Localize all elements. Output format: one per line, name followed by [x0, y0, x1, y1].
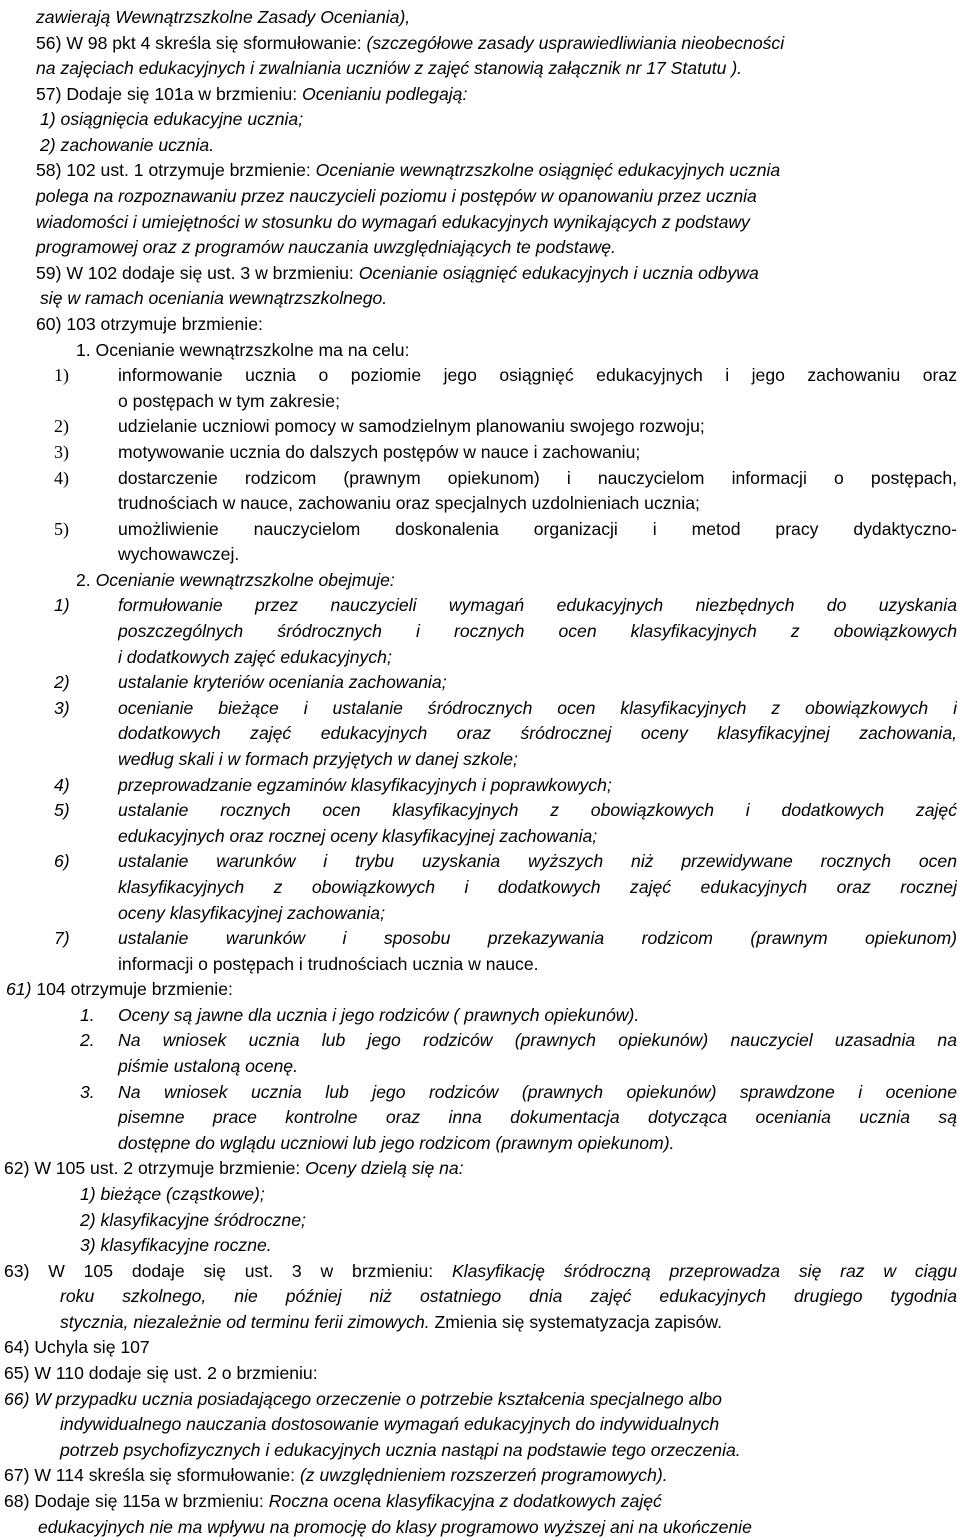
text-line: [118, 1079, 957, 1105]
text-line: [118, 925, 957, 951]
text-line: [6, 976, 233, 1002]
line-text: informacji o postępach i trudnościach ucznia w nauce.: [118, 954, 539, 974]
line-text: ustalanie kryteriów oceniania zachowania;: [118, 672, 447, 692]
text-line: [4, 1462, 668, 1488]
text-line: [118, 669, 447, 695]
line-text: edukacyjnych nie ma wpływu na promocję do klasy programowo wyższej ani na ukończenie: [38, 1517, 752, 1537]
text-line: [60, 1437, 741, 1463]
line-text: motywowanie ucznia do dalszych postępów w nauce i zachowaniu;: [118, 442, 641, 462]
line-text: 59) W 102 dodaje się ust. 3 w brzmieniu:: [36, 263, 359, 283]
text-line: [118, 413, 705, 439]
text-line: [118, 362, 957, 388]
text-line: [118, 465, 957, 491]
line-text: polega na rozpoznawaniu przez nauczycieli poziomu i postępów w opanowaniu przez ucznia: [36, 186, 757, 206]
line-text: pisemne prace kontrolne oraz inna dokumentacja dotycząca oceniania ucznia są: [118, 1107, 957, 1127]
text-line: [36, 311, 263, 337]
line-text: edukacyjnych oraz rocznej oceny klasyfikacyjnej zachowania;: [118, 826, 598, 846]
text-line: [4, 1488, 662, 1514]
line-text: informowanie ucznia o poziomie jego osiągnięć edukacyjnych i jego zachowaniu oraz: [118, 365, 957, 385]
line-text-continued: Ocenianiu podlegają:: [302, 84, 468, 104]
line-text-continued: Ocenianie wewnątrzszkolne osiągnięć edukacyjnych ucznia: [315, 160, 781, 180]
line-text: według skali i w formach przyjętych w danej szkole;: [118, 749, 518, 769]
list-number: 3): [54, 698, 70, 718]
line-text: stycznia, niezależnie od terminu ferii zimowych.: [60, 1312, 430, 1332]
text-line: [118, 1053, 298, 1079]
text-line: [118, 516, 957, 542]
text-line: [38, 1514, 752, 1540]
text-line: [118, 439, 640, 465]
text-line: [118, 951, 539, 977]
text-line: [76, 567, 395, 593]
text-line: [118, 388, 340, 414]
line-text-continued: Ocenianie osiągnięć edukacyjnych i ucznia odbywa: [358, 263, 759, 283]
list-number: 1.: [80, 1005, 95, 1025]
line-text: o postępach w tym zakresie;: [118, 391, 340, 411]
line-text-continued: Roczna ocena klasyfikacyjna z dodatkowych zajęć: [268, 1491, 662, 1511]
line-text: piśmie ustaloną ocenę.: [118, 1056, 298, 1076]
list-number: 6): [54, 851, 70, 871]
text-line: [36, 4, 410, 30]
line-text: ustalanie warunków i trybu uzyskania wyższych niż przewidywane rocznych ocen: [118, 851, 957, 871]
text-line: [4, 1258, 957, 1284]
line-text-continued: 104 otrzymuje brzmienie:: [31, 979, 233, 999]
list-number: 7): [54, 928, 70, 948]
line-text: trudnościach w nauce, zachowaniu oraz specjalnych uzdolnieniach ucznia;: [118, 493, 700, 513]
line-text: dodatkowych zajęć edukacyjnych oraz śródrocznej oceny klasyfikacyjnej zachowania,: [118, 723, 957, 743]
line-text: 65) W 110 dodaje się ust. 2 o brzmieniu:: [4, 1363, 318, 1383]
text-line: [36, 234, 616, 260]
text-line: [60, 1309, 722, 1335]
text-line: [80, 1207, 306, 1233]
line-text: indywidualnego nauczania dostosowanie wymagań edukacyjnych do indywidualnych: [60, 1414, 720, 1434]
text-line: [36, 260, 759, 286]
text-line: [118, 797, 957, 823]
line-text: klasyfikacyjnych z obowiązkowych i dodatkowych zajęć edukacyjnych oraz rocznej: [118, 877, 957, 897]
text-line: [40, 106, 303, 132]
line-text: 68) Dodaje się 115a w brzmieniu:: [4, 1491, 269, 1511]
line-text-continued: (szczegółowe zasady usprawiedliwiania nieobecności: [366, 33, 785, 53]
text-line: [36, 157, 780, 183]
line-text: 58) 102 ust. 1 otrzymuje brzmienie:: [36, 160, 316, 180]
line-text: wiadomości i umiejętności w stosunku do wymagań edukacyjnych wynikających z podstawy: [36, 212, 750, 232]
list-number: 4): [54, 775, 70, 795]
text-line: [4, 1155, 464, 1181]
line-text: umożliwienie nauczycielom doskonalenia organizacji i metod pracy dydaktyczno-: [118, 519, 957, 539]
line-text: się w ramach oceniania wewnątrzszkolnego.: [40, 288, 388, 308]
list-number: 3.: [80, 1082, 95, 1102]
line-text: ustalanie warunków i sposobu przekazywania rodzicom (prawnym opiekunom): [118, 928, 957, 948]
text-line: [36, 55, 742, 81]
text-line: [118, 1130, 674, 1156]
text-line: [118, 746, 518, 772]
list-number: 2.: [80, 1030, 95, 1050]
line-text: wychowawczej.: [118, 544, 240, 564]
text-line: [80, 1232, 272, 1258]
text-line: [118, 772, 612, 798]
line-text: 1. Ocenianie wewnątrzszkolne ma na celu:: [76, 340, 410, 360]
list-number: 5): [54, 800, 70, 820]
list-number: 3): [54, 442, 69, 462]
line-text-continued: Ocenianie wewnątrzszkolne obejmuje:: [95, 570, 395, 590]
line-text-continued: (z uwzględnieniem rozszerzeń programowych).: [299, 1465, 668, 1485]
line-text: programowej oraz z programów nauczania uwzględniających te podstawę.: [36, 237, 616, 257]
list-number: 1): [54, 595, 70, 615]
line-text: Na wniosek ucznia lub jego rodziców (prawnych opiekunów) nauczyciel uzasadnia na: [118, 1030, 957, 1050]
line-text: 64) Uchyla się 107: [4, 1337, 150, 1357]
line-text: 2) zachowanie ucznia.: [40, 135, 215, 155]
line-text: i dodatkowych zajęć edukacyjnych;: [118, 647, 392, 667]
line-text: 61): [6, 979, 32, 999]
list-number: 1): [54, 365, 69, 385]
text-line: [40, 132, 214, 158]
line-text: 67) W 114 skreśla się sformułowanie:: [4, 1465, 300, 1485]
text-line: [76, 337, 409, 363]
line-text: Oceny są jawne dla ucznia i jego rodziców ( prawnych opiekunów).: [118, 1005, 640, 1025]
text-line: [118, 823, 597, 849]
line-text: dostarczenie rodzicom (prawnym opiekunom) i nauczycielom informacji o postępach,: [118, 468, 957, 488]
list-number: 5): [54, 519, 69, 539]
text-line: [118, 1027, 957, 1053]
line-text: roku szkolnego, nie później niż ostatniego dnia zajęć edukacyjnych drugiego tygodnia: [60, 1286, 957, 1306]
text-line: [118, 848, 957, 874]
line-text: poszczególnych śródrocznych i rocznych ocen klasyfikacyjnych z obowiązkowych: [118, 621, 957, 641]
line-text: przeprowadzanie egzaminów klasyfikacyjnych i poprawkowych;: [118, 775, 612, 795]
text-line: [4, 1360, 318, 1386]
text-line: [118, 618, 957, 644]
text-line: [80, 1181, 265, 1207]
list-number: 4): [54, 468, 69, 488]
line-text-continued: Zmienia się systematyzacja zapisów.: [429, 1312, 722, 1332]
line-text: 3) klasyfikacyjne roczne.: [80, 1235, 272, 1255]
text-line: [118, 490, 700, 516]
text-line: [60, 1283, 957, 1309]
text-line: [118, 900, 385, 926]
line-text: 63) W 105 dodaje się ust. 3 w brzmieniu:: [4, 1261, 452, 1281]
text-line: [118, 695, 957, 721]
text-line: [4, 1334, 150, 1360]
line-text: formułowanie przez nauczycieli wymagań edukacyjnych niezbędnych do uzyskania: [118, 595, 957, 615]
text-line: [118, 644, 392, 670]
line-text: potrzeb psychofizycznych i edukacyjnych ucznia nastąpi na podstawie tego orzeczenia.: [60, 1440, 741, 1460]
line-text: udzielanie uczniowi pomocy w samodzielnym planowaniu swojego rozwoju;: [118, 416, 705, 436]
text-line: [118, 874, 957, 900]
text-line: [36, 183, 757, 209]
line-text-continued: Klasyfikację śródroczną przeprowadza się raz w ciągu: [452, 1261, 957, 1281]
text-line: [118, 1104, 957, 1130]
list-number: 2): [54, 672, 70, 692]
text-line: [40, 285, 387, 311]
text-line: [118, 720, 957, 746]
line-text: 57) Dodaje się 101a w brzmieniu:: [36, 84, 303, 104]
text-line: [36, 30, 784, 56]
line-text: 1) bieżące (cząstkowe);: [80, 1184, 265, 1204]
line-text: zawierają Wewnątrzszkolne Zasady Oceniania),: [36, 7, 411, 27]
text-line: [118, 1002, 639, 1028]
line-text: na zajęciach edukacyjnych i zwalniania uczniów z zajęć stanowią załącznik nr 17 Statutu ).: [36, 58, 743, 78]
line-text: 60) 103 otrzymuje brzmienie:: [36, 314, 263, 334]
line-text: 1) osiągnięcia edukacyjne ucznia;: [40, 109, 304, 129]
line-text: 2) klasyfikacyjne śródroczne;: [80, 1210, 306, 1230]
line-text: ocenianie bieżące i ustalanie śródrocznych ocen klasyfikacyjnych z obowiązkowych i: [118, 698, 957, 718]
line-text: 66) W przypadku ucznia posiadającego orzeczenie o potrzebie kształcenia specjalnego albo: [4, 1389, 722, 1409]
text-line: [4, 1386, 722, 1412]
text-line: [60, 1411, 719, 1437]
text-line: [118, 541, 239, 567]
line-text: dostępne do wglądu uczniowi lub jego rodzicom (prawnym opiekunom).: [118, 1133, 675, 1153]
text-line: [36, 209, 750, 235]
line-text: 2.: [76, 570, 96, 590]
list-number: 2): [54, 416, 69, 436]
text-line: [118, 592, 957, 618]
line-text: 56) W 98 pkt 4 skreśla się sformułowanie:: [36, 33, 367, 53]
text-line: [36, 81, 467, 107]
line-text: oceny klasyfikacyjnej zachowania;: [118, 903, 385, 923]
line-text-continued: Oceny dzielą się na:: [305, 1158, 464, 1178]
line-text: ustalanie rocznych ocen klasyfikacyjnych z obowiązkowych i dodatkowych zajęć: [118, 800, 957, 820]
line-text: 62) W 105 ust. 2 otrzymuje brzmienie:: [4, 1158, 306, 1178]
line-text: Na wniosek ucznia lub jego rodziców (prawnych opiekunów) sprawdzone i ocenione: [118, 1082, 957, 1102]
